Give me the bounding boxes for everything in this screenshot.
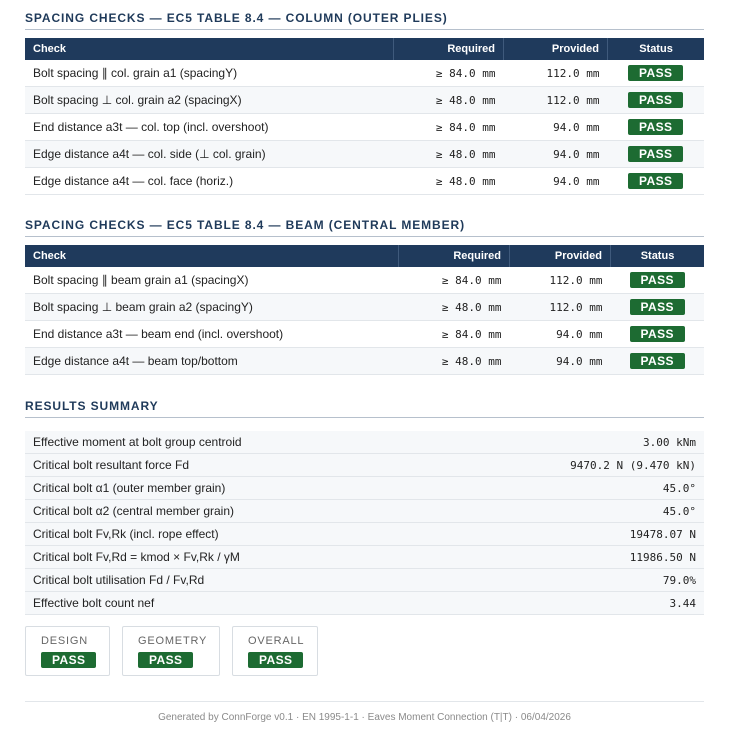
design-card — [25, 626, 110, 676]
check-label: Edge distance a4t — col. side (⊥ col. grain) — [25, 141, 394, 168]
provided-value: 94.0 mm — [510, 348, 611, 375]
overall-status-badge: PASS — [248, 652, 303, 668]
beam-checks-table — [25, 245, 704, 375]
design-status-badge: PASS — [41, 652, 96, 668]
status-cell — [611, 348, 705, 375]
status-badge: PASS — [628, 119, 683, 135]
status-cell — [608, 114, 705, 141]
summary-label: Critical bolt α1 (outer member grain) — [25, 477, 441, 500]
summary-value: 45.0° — [441, 477, 704, 500]
overall-card-label: OVERALL — [248, 635, 305, 647]
header-check: Check — [25, 38, 394, 60]
status-badge: PASS — [628, 146, 683, 162]
summary-label: Critical bolt resultant force Fd — [25, 454, 441, 477]
summary-value: 11986.50 N — [441, 546, 704, 569]
required-value: ≥ 84.0 mm — [394, 114, 504, 141]
beam-section-title: SPACING CHECKS — EC5 TABLE 8.4 — BEAM (CENTRAL MEMBER) — [25, 218, 704, 237]
check-label: Bolt spacing ∥ beam grain a1 (spacingX) — [25, 267, 399, 294]
status-badge: PASS — [628, 173, 683, 189]
summary-row — [25, 592, 704, 615]
status-cards — [25, 626, 318, 676]
status-cell — [611, 321, 705, 348]
required-value: ≥ 48.0 mm — [399, 348, 510, 375]
table-row — [25, 87, 704, 114]
header-check: Check — [25, 245, 399, 267]
status-cell — [608, 168, 705, 195]
table-row — [25, 294, 704, 321]
summary-row — [25, 477, 704, 500]
geometry-card — [122, 626, 220, 676]
status-cell — [608, 60, 705, 87]
required-value: ≥ 48.0 mm — [394, 141, 504, 168]
summary-label: Critical bolt α2 (central member grain) — [25, 500, 441, 523]
required-value: ≥ 48.0 mm — [394, 87, 504, 114]
summary-row — [25, 500, 704, 523]
provided-value: 112.0 mm — [504, 87, 608, 114]
summary-label: Effective bolt count nef — [25, 592, 441, 615]
summary-label: Effective moment at bolt group centroid — [25, 431, 441, 454]
status-badge: PASS — [628, 92, 683, 108]
summary-row — [25, 569, 704, 592]
table-row — [25, 141, 704, 168]
header-required: Required — [394, 38, 504, 60]
table-row — [25, 60, 704, 87]
header-required: Required — [399, 245, 510, 267]
footer: Generated by ConnForge v0.1 · EN 1995-1-1 · Eaves Moment Connection (T|T) · 06/04/2026 — [25, 701, 704, 723]
status-badge: PASS — [630, 326, 685, 342]
header-provided: Provided — [504, 38, 608, 60]
table-row — [25, 114, 704, 141]
table-header-row — [25, 245, 704, 267]
summary-value: 3.44 — [441, 592, 704, 615]
provided-value: 94.0 mm — [504, 168, 608, 195]
status-cell — [608, 87, 705, 114]
summary-row — [25, 454, 704, 477]
required-value: ≥ 84.0 mm — [394, 60, 504, 87]
check-label: End distance a3t — beam end (incl. overshoot) — [25, 321, 399, 348]
summary-row — [25, 523, 704, 546]
status-badge: PASS — [628, 65, 683, 81]
beam-section — [25, 218, 704, 375]
table-header-row — [25, 38, 704, 60]
provided-value: 94.0 mm — [504, 141, 608, 168]
check-label: Bolt spacing ⊥ beam grain a2 (spacingY) — [25, 294, 399, 321]
design-card-label: DESIGN — [41, 635, 88, 647]
provided-value: 112.0 mm — [504, 60, 608, 87]
summary-row — [25, 546, 704, 569]
table-row — [25, 168, 704, 195]
column-section — [25, 11, 704, 195]
summary-value: 45.0° — [441, 500, 704, 523]
geometry-card-label: GEOMETRY — [138, 635, 208, 647]
provided-value: 94.0 mm — [510, 321, 611, 348]
status-badge: PASS — [630, 299, 685, 315]
status-cell — [608, 141, 705, 168]
status-badge: PASS — [630, 272, 685, 288]
results-summary-table — [25, 431, 704, 615]
summary-label: Critical bolt utilisation Fd / Fv,Rd — [25, 569, 441, 592]
check-label: Bolt spacing ∥ col. grain a1 (spacingY) — [25, 60, 394, 87]
check-label: Edge distance a4t — beam top/bottom — [25, 348, 399, 375]
required-value: ≥ 84.0 mm — [399, 267, 510, 294]
check-label: End distance a3t — col. top (incl. overshoot) — [25, 114, 394, 141]
provided-value: 94.0 mm — [504, 114, 608, 141]
results-summary-title: RESULTS SUMMARY — [25, 399, 704, 418]
table-row — [25, 321, 704, 348]
summary-label: Critical bolt Fv,Rk (incl. rope effect) — [25, 523, 441, 546]
provided-value: 112.0 mm — [510, 294, 611, 321]
required-value: ≥ 48.0 mm — [399, 294, 510, 321]
required-value: ≥ 84.0 mm — [399, 321, 510, 348]
provided-value: 112.0 mm — [510, 267, 611, 294]
summary-value: 9470.2 N (9.470 kN) — [441, 454, 704, 477]
column-section-title: SPACING CHECKS — EC5 TABLE 8.4 — COLUMN (OUTER PLIES) — [25, 11, 704, 30]
summary-row — [25, 431, 704, 454]
summary-value: 79.0% — [441, 569, 704, 592]
check-label: Bolt spacing ⊥ col. grain a2 (spacingX) — [25, 87, 394, 114]
summary-value: 3.00 kNm — [441, 431, 704, 454]
status-cell — [611, 294, 705, 321]
status-cell — [611, 267, 705, 294]
results-summary-section — [25, 399, 704, 615]
summary-label: Critical bolt Fv,Rd = kmod × Fv,Rk / γM — [25, 546, 441, 569]
geometry-status-badge: PASS — [138, 652, 193, 668]
status-badge: PASS — [630, 353, 685, 369]
header-provided: Provided — [510, 245, 611, 267]
overall-card — [232, 626, 318, 676]
summary-value: 19478.07 N — [441, 523, 704, 546]
table-row — [25, 267, 704, 294]
check-label: Edge distance a4t — col. face (horiz.) — [25, 168, 394, 195]
column-checks-table — [25, 38, 704, 195]
table-row — [25, 348, 704, 375]
header-status: Status — [611, 245, 705, 267]
required-value: ≥ 48.0 mm — [394, 168, 504, 195]
header-status: Status — [608, 38, 705, 60]
